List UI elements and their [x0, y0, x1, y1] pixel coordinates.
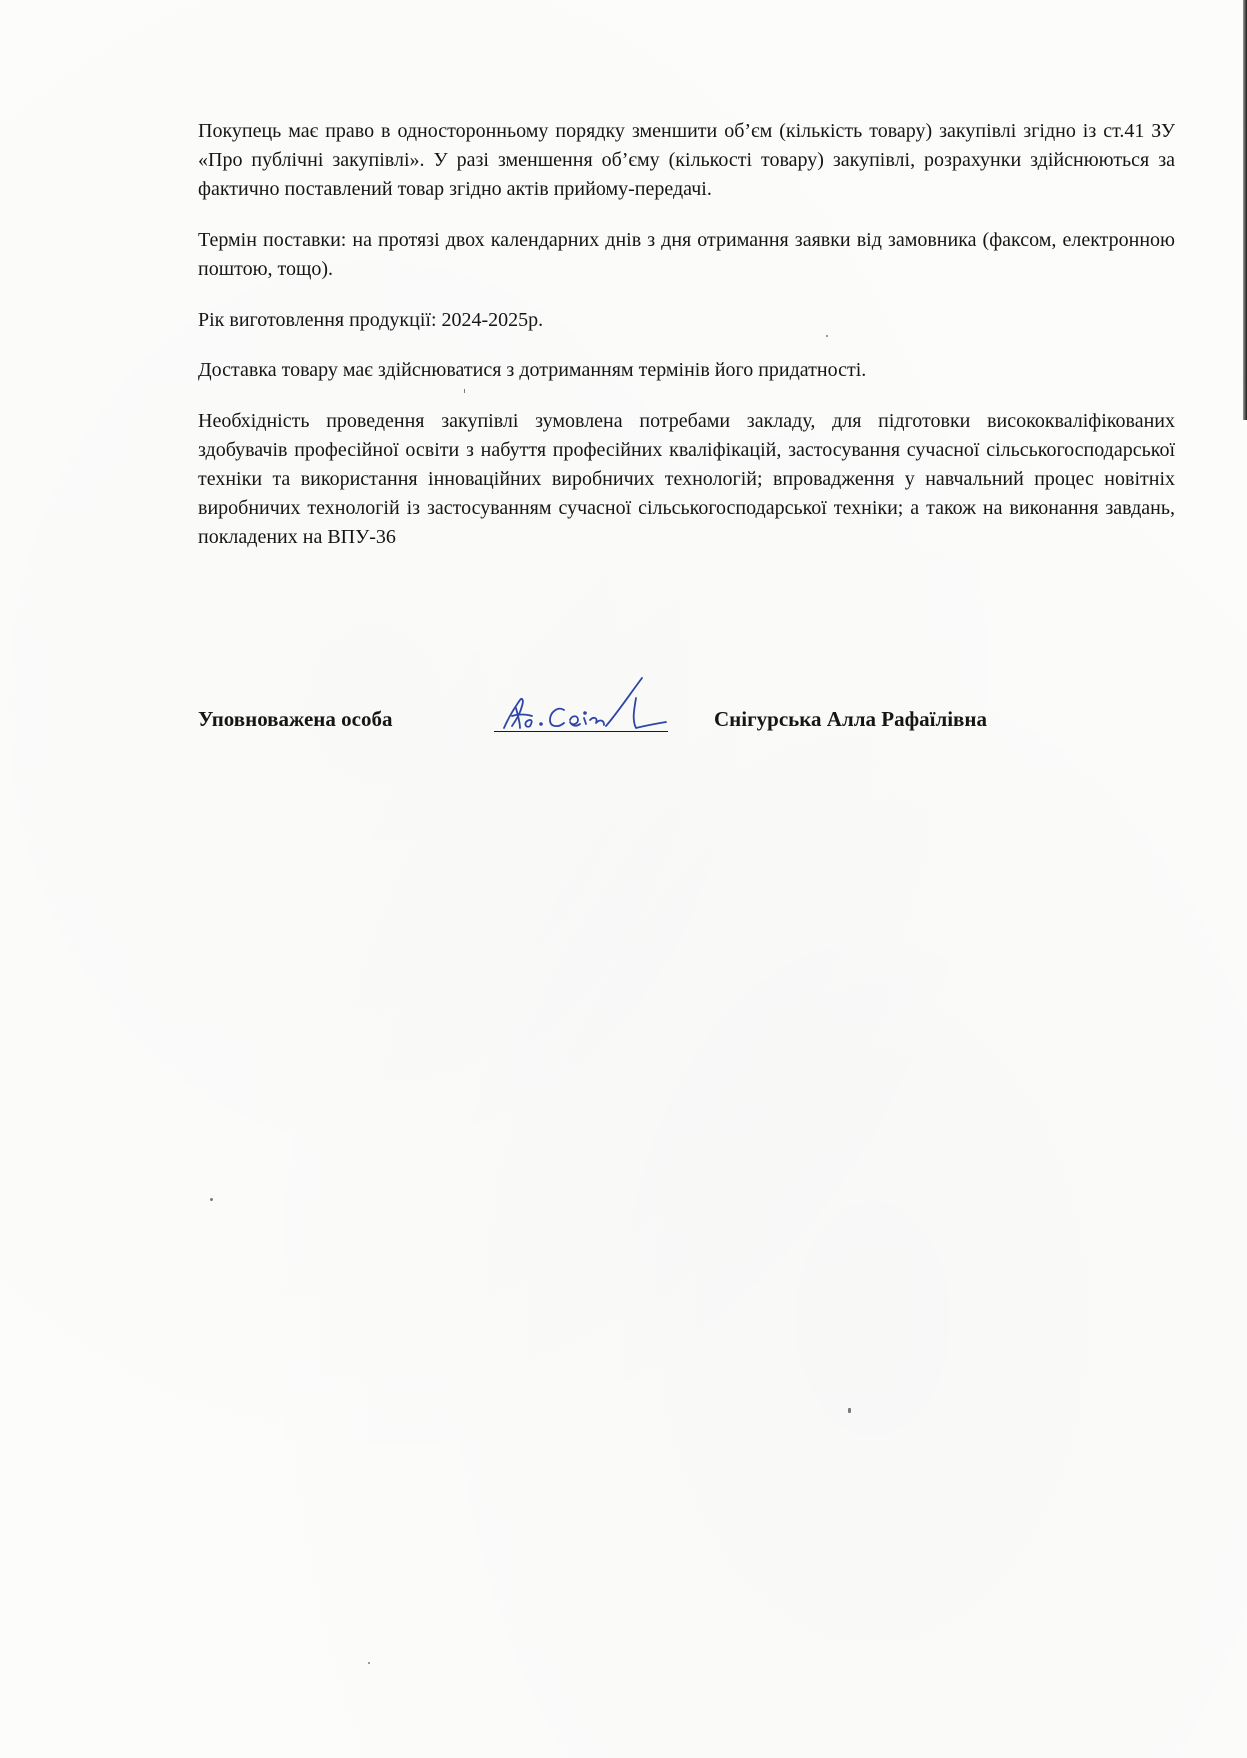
signatory-name: Снігурська Алла Рафаїлівна: [714, 707, 987, 731]
paragraph-text: Термін поставки: на протязі двох календарних днів з дня отримання заявки від замовника (факсом, електронною поштою, тощо).: [198, 229, 1175, 280]
paragraph-text: Необхідність проведення закупівлі зумовлена потребами закладу, для підготовки висококваліфікованих здобувачів професійної освіти з набуття професійних кваліфікацій, застосування сучасної сільськогосподарської техніки та використання інноваційних виробничих технологій; впровадження у навчальний процес новітніх виробничих технологій із застосуванням сучасної сільськогосподарської техніки; а також на виконання завдань, покладених на ВПУ-36: [198, 410, 1175, 548]
paragraph-text: Покупець має право в односторонньому порядку зменшити об’єм (кількість товару) закупівлі згідно із ст.41 ЗУ «Про публічні закупівлі». У разі зменшення об’єму (кількості товару) закупівлі, розрахунки здійснюються за фактично поставлений товар згідно актів прийому-передачі.: [198, 120, 1175, 200]
signature-block: [198, 704, 1098, 740]
scan-speck: [826, 335, 828, 337]
scan-speck: [210, 1198, 213, 1201]
paragraph-volume-reduction: [198, 117, 1175, 204]
scan-speck: [368, 1662, 370, 1664]
paragraph-delivery-shelf-life: [198, 356, 1175, 385]
paragraph-text: Рік виготовлення продукції: 2024-2025р.: [198, 309, 544, 331]
scan-speck: [464, 389, 465, 393]
handwritten-signature: [486, 670, 686, 740]
paragraph-production-year: [198, 306, 1175, 335]
signatory-role: Уповноважена особа: [198, 707, 393, 731]
scan-speck: [848, 1408, 851, 1413]
paragraph-text: Доставка товару має здійснюватися з дотриманням термінів його придатності.: [198, 359, 867, 381]
paragraph-procurement-justification: [198, 407, 1175, 552]
scan-edge-shadow: [1243, 0, 1247, 420]
paragraph-delivery-term: [198, 226, 1175, 284]
